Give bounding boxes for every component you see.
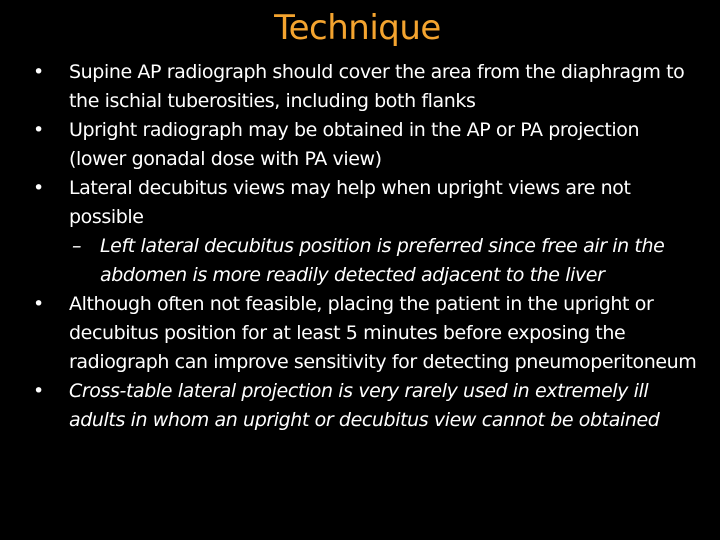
- bullet-icon: •: [33, 380, 44, 402]
- bullet-icon: •: [33, 61, 44, 83]
- dash-icon: –: [72, 235, 82, 257]
- bullet-item: [0, 290, 700, 377]
- bullet-item: [0, 377, 700, 435]
- bullet-icon: •: [33, 293, 44, 315]
- sub-bullet-text: Left lateral decubitus position is preferred since free air in the abdomen is more readily detected adjacent to the liver: [100, 235, 665, 286]
- bullet-text: Although often not feasible, placing the patient in the upright or decubitus position for at least 5 minutes before exposing the radiograph can improve sensitivity for detecting pneumoperitoneum: [69, 293, 697, 373]
- slide-title: Technique: [274, 8, 441, 48]
- bullet-text: Cross-table lateral projection is very rarely used in extremely ill adults in whom an upright or decubitus view cannot be obtained: [69, 380, 660, 431]
- bullet-text: Upright radiograph may be obtained in the AP or PA projection (lower gonadal dose with PA view): [69, 119, 640, 170]
- bullet-text: Lateral decubitus views may help when upright views are not possible: [69, 177, 631, 228]
- bullet-list: [0, 58, 700, 435]
- bullet-text: Supine AP radiograph should cover the area from the diaphragm to the ischial tuberosities, including both flanks: [69, 61, 685, 112]
- sub-bullet-item: [0, 232, 700, 290]
- bullet-item: [0, 58, 700, 116]
- bullet-icon: •: [33, 119, 44, 141]
- bullet-item: [0, 174, 700, 232]
- bullet-item: [0, 116, 700, 174]
- bullet-icon: •: [33, 177, 44, 199]
